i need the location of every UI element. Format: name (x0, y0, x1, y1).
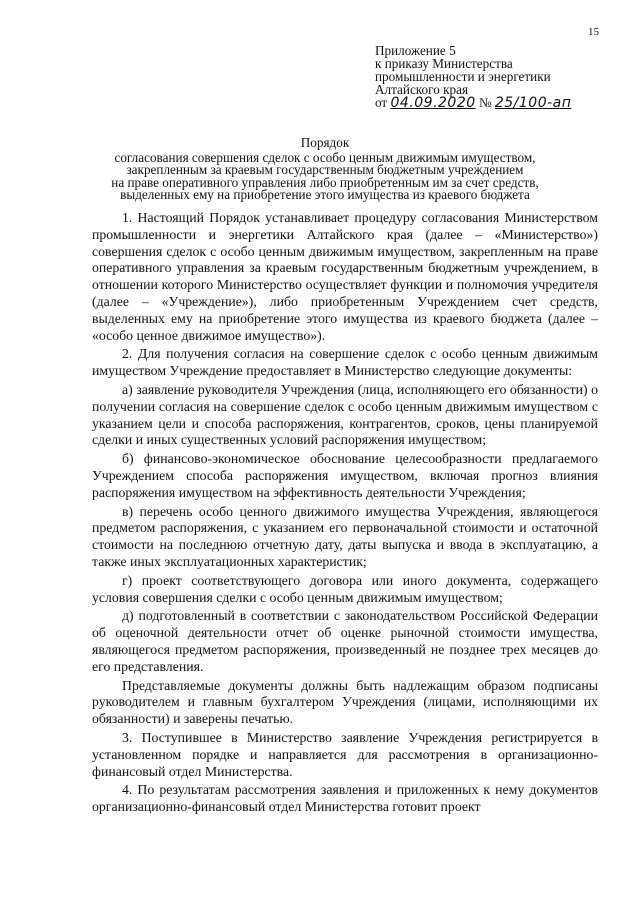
paragraph-signing-requirements: Представляемые документы должны быть надлежащим образом подписаны руководителем и главным бухгалтером Учреждения (лицами, исполняющими их обязанности) и заверены печатью. (92, 677, 598, 727)
paragraph-2: 2. Для получения согласия на совершение сделок с особо ценным движимым имуществом Учреждение предоставляет в Министерство следующие документы: (92, 346, 598, 379)
date-prefix: от (375, 95, 388, 110)
page-number: 15 (588, 26, 599, 38)
title-heading: Порядок (300, 135, 350, 150)
appendix-date-number-line (375, 96, 620, 110)
handwritten-date: 04.09.2020 (390, 95, 476, 111)
handwritten-order-number: 25/100-ап (494, 95, 572, 111)
paragraph-2a: а) заявление руководителя Учреждения (лица, исполняющего его обязанности) о получении согласия на совершение сделок с особо ценным движимым имуществом с указанием цели и способа распоряжения, контрагентов, сроков, цены планируемой сделки и иных существенных условий распоряжения имуществом; (92, 381, 598, 448)
appendix-header (375, 44, 620, 110)
paragraph-2b: б) финансово-экономическое обоснование целесообразности предлагаемого Учреждением способа распоряжения имуществом, включая прогноз влияния распоряжения имуществом на эффективность деятельности Учреждения; (92, 451, 598, 500)
appendix-order-line: к приказу Министерства (375, 56, 513, 71)
title-line: выделенных ему на приобретение этого имущества из краевого бюджета (120, 187, 530, 202)
document-title (95, 137, 555, 202)
paragraph-3: 3. Поступившее в Министерство заявление Учреждения регистрируется в установленном порядке и направляется для рассмотрения в организационно-финансовый отдел Министерства. (92, 729, 598, 779)
paragraph-2d: д) подготовленный в соответствии с законодательством Российской Федерации об оценочной деятельности отчет об оценке рыночной стоимости имущества, являющегося предметом распоряжения, произведенный не позднее трех месяцев до его представления. (92, 608, 598, 674)
paragraph-4: 4. По результатам рассмотрения заявления и приложенных к нему документов организационно-финансовый отдел Министерства готовит проект (92, 782, 598, 815)
paragraph-2g: г) проект соответствующего договора или иного документа, содержащего условия совершения сделки с особо ценным движимым имуществом; (92, 572, 598, 605)
paragraph-2v: в) перечень особо ценного движимого имущества Учреждения, являющегося предметом распоряжения, с указанием его первоначальной стоимости и остаточной стоимости на последнюю отчетную дату, даты выпуска и ввода в эксплуатацию, а также иных эксплуатационных характеристик; (92, 503, 598, 569)
document-body (92, 210, 598, 816)
appendix-region-line: Алтайского края (375, 82, 469, 97)
title-line: закрепленным за краевым государственным бюджетным учреждением (126, 162, 524, 177)
paragraph-1: 1. Настоящий Порядок устанавливает процедуру согласования Министерством промышленности и энергетики Алтайского края (далее – «Министерство») совершения сделок с особо ценным движимым имуществом, закрепленным на праве оперативного управления за краевым государственным бюджетным учреждением, в отношении которого Министерство осуществляет функции и полномочия учредителя (далее – «Учреждение»), либо приобретенным Учреждением счет средств, выделенных ему на приобретение этого имущества из краевого бюджета (далее – «особо ценное движимое имущество»). (92, 210, 598, 343)
appendix-ministry-line: промышленности и энергетики (375, 69, 551, 84)
appendix-title: Приложение 5 (375, 43, 456, 58)
title-line: на праве оперативного управления либо приобретенным им за счет средств, (111, 174, 539, 190)
number-sign: № (478, 95, 492, 110)
title-line: согласования совершения сделок с особо ценным движимым имуществом, (114, 149, 536, 165)
